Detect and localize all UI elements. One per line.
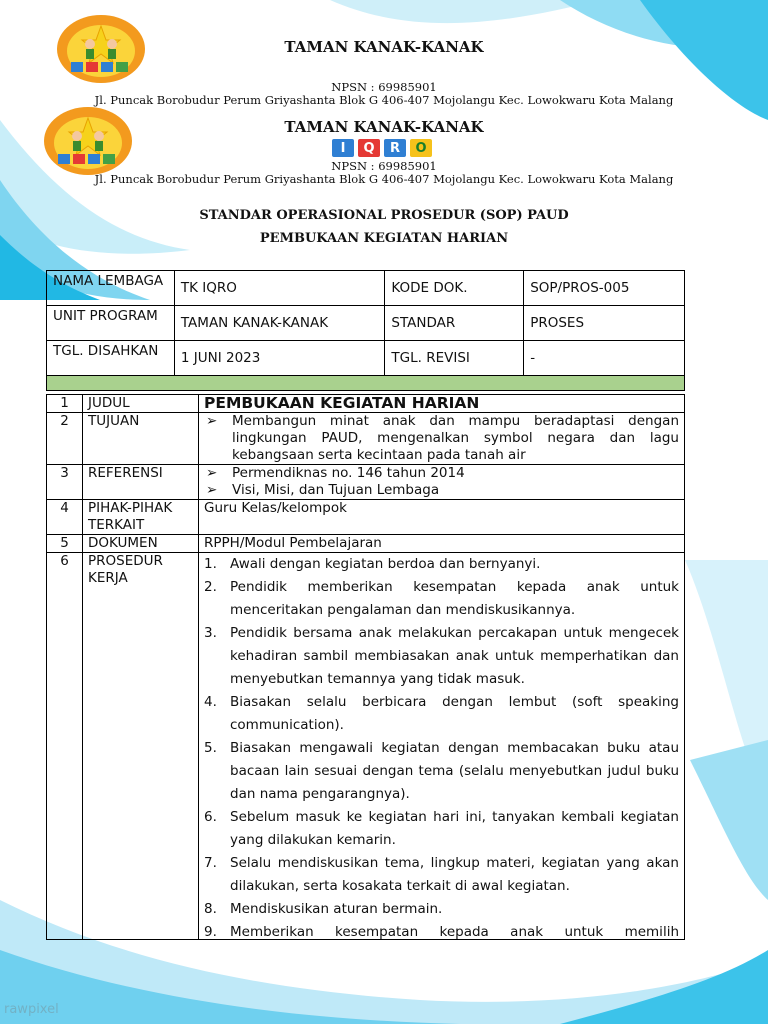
iqro-brand-letters bbox=[332, 139, 432, 159]
label-tgl-revisi: TGL. REVISI bbox=[385, 341, 524, 376]
brand-letter-r: R bbox=[384, 139, 406, 157]
procedure-step bbox=[204, 691, 679, 737]
row-number: 1 bbox=[47, 395, 83, 413]
info-row-program bbox=[47, 306, 685, 341]
separator-row bbox=[47, 376, 685, 391]
label-referensi: REFERENSI bbox=[83, 465, 199, 500]
value-tgl-revisi: - bbox=[524, 341, 685, 376]
green-separator bbox=[47, 376, 685, 391]
school-title-2: TAMAN KANAK-KANAK bbox=[284, 118, 484, 136]
npsn-1: NPSN : 69985901 bbox=[331, 80, 437, 94]
value-judul: PEMBUKAAN KEGIATAN HARIAN bbox=[199, 395, 685, 413]
step-text: Biasakan mengawali kegiatan dengan membacakan buku atau bacaan lain sesuai dengan tema (selalu menyebutkan judul buku dan nama pengarangnya). bbox=[230, 740, 679, 802]
row-tujuan bbox=[47, 413, 685, 465]
referensi-item bbox=[204, 482, 679, 499]
procedure-step bbox=[204, 622, 679, 691]
row-prosedur bbox=[47, 553, 685, 940]
step-text: Memberikan kesempatan kepada anak untuk memilih bbox=[230, 924, 679, 939]
bullet-arrow-icon: ➢ bbox=[206, 465, 218, 481]
procedure-steps bbox=[204, 553, 679, 939]
row-number: 5 bbox=[47, 535, 83, 553]
step-number: 7. bbox=[204, 855, 217, 871]
info-row-lembaga bbox=[47, 271, 685, 306]
label-kode-dok: KODE DOK. bbox=[385, 271, 524, 306]
value-tgl-disahkan: 1 JUNI 2023 bbox=[174, 341, 385, 376]
row-judul bbox=[47, 395, 685, 413]
value-prosedur-kerja bbox=[199, 553, 685, 940]
tujuan-text: Membangun minat anak dan mampu beradaptasi dengan lingkungan PAUD, mengenalkan symbol negara dan lagu kebangsaan serta kecintaan pada tanah air bbox=[232, 413, 679, 463]
npsn-2: NPSN : 69985901 bbox=[331, 159, 437, 173]
referensi-text: Visi, Misi, dan Tujuan Lembaga bbox=[232, 482, 440, 498]
procedure-step bbox=[204, 806, 679, 852]
label-tgl-disahkan: TGL. DISAHKAN bbox=[47, 341, 175, 376]
row-number: 6 bbox=[47, 553, 83, 940]
value-unit-program: TAMAN KANAK-KANAK bbox=[174, 306, 385, 341]
step-number: 4. bbox=[204, 694, 217, 710]
referensi-text: Permendiknas no. 146 tahun 2014 bbox=[232, 465, 465, 481]
step-text: Pendidik bersama anak melakukan percakapan untuk mengecek kehadiran sambil membiasakan anak untuk memperhatikan dan menyebutkan temannya yang tidak masuk. bbox=[230, 625, 679, 687]
procedure-step bbox=[204, 737, 679, 806]
address-1: Jl. Puncak Borobudur Perum Griyashanta Blok G 406-407 Mojolangu Kec. Lowokwaru Kota Malang bbox=[94, 93, 674, 107]
procedure-step bbox=[204, 921, 679, 939]
step-number: 1. bbox=[204, 556, 217, 572]
procedure-step bbox=[204, 898, 679, 921]
step-number: 9. bbox=[204, 924, 217, 939]
label-nama-lembaga: NAMA LEMBAGA bbox=[47, 271, 175, 306]
label-tujuan: TUJUAN bbox=[83, 413, 199, 465]
address-2: Jl. Puncak Borobudur Perum Griyashanta Blok G 406-407 Mojolangu Kec. Lowokwaru Kota Malang bbox=[94, 172, 674, 186]
info-row-tanggal bbox=[47, 341, 685, 376]
row-number: 2 bbox=[47, 413, 83, 465]
step-number: 6. bbox=[204, 809, 217, 825]
procedure-step bbox=[204, 576, 679, 622]
step-text: Biasakan selalu berbicara dengan lembut (soft speaking communication). bbox=[230, 694, 679, 733]
step-number: 3. bbox=[204, 625, 217, 641]
sop-subtitle: PEMBUKAAN KEGIATAN HARIAN bbox=[259, 231, 509, 246]
bullet-arrow-icon: ➢ bbox=[206, 482, 218, 498]
brand-letter-q: Q bbox=[358, 139, 380, 157]
step-text: Awali dengan kegiatan berdoa dan bernyanyi. bbox=[230, 556, 541, 572]
step-number: 5. bbox=[204, 740, 217, 756]
label-prosedur-kerja: PROSEDUR KERJA bbox=[83, 553, 199, 940]
step-number: 2. bbox=[204, 579, 217, 595]
procedure-table bbox=[46, 394, 685, 940]
tujuan-item bbox=[204, 413, 679, 464]
step-text: Selalu mendiskusikan tema, lingkup materi, kegiatan yang akan dilakukan, serta kosakata terkait di awal kegiatan. bbox=[230, 855, 679, 894]
step-text: Sebelum masuk ke kegiatan hari ini, tanyakan kembali kegiatan yang dilakukan kemarin. bbox=[230, 809, 679, 848]
row-number: 4 bbox=[47, 500, 83, 535]
value-dokumen: RPPH/Modul Pembelajaran bbox=[199, 535, 685, 553]
row-number: 3 bbox=[47, 465, 83, 500]
brand-letter-o: O bbox=[410, 139, 432, 157]
value-pihak-terkait: Guru Kelas/kelompok bbox=[199, 500, 685, 535]
step-number: 8. bbox=[204, 901, 217, 917]
row-pihak bbox=[47, 500, 685, 535]
step-text: Pendidik memberikan kesempatan kepada anak untuk menceritakan pengalaman dan mendiskusikannya. bbox=[230, 579, 679, 618]
referensi-item bbox=[204, 465, 679, 482]
watermark: rawpixel bbox=[4, 1002, 59, 1017]
brand-letter-i: I bbox=[332, 139, 354, 157]
label-standar: STANDAR bbox=[385, 306, 524, 341]
value-nama-lembaga: TK IQRO bbox=[174, 271, 385, 306]
school-title-1: TAMAN KANAK-KANAK bbox=[284, 38, 484, 56]
row-dokumen bbox=[47, 535, 685, 553]
document-info-table bbox=[46, 270, 685, 391]
sop-title: STANDAR OPERASIONAL PROSEDUR (SOP) PAUD bbox=[199, 208, 569, 223]
value-referensi bbox=[199, 465, 685, 500]
label-pihak-terkait: PIHAK-PIHAK TERKAIT bbox=[83, 500, 199, 535]
label-unit-program: UNIT PROGRAM bbox=[47, 306, 175, 341]
procedure-step bbox=[204, 553, 679, 576]
value-standar: PROSES bbox=[524, 306, 685, 341]
value-kode-dok: SOP/PROS-005 bbox=[524, 271, 685, 306]
step-text: Mendiskusikan aturan bermain. bbox=[230, 901, 443, 917]
value-tujuan bbox=[199, 413, 685, 465]
bullet-arrow-icon: ➢ bbox=[206, 413, 218, 429]
row-referensi bbox=[47, 465, 685, 500]
label-judul: JUDUL bbox=[83, 395, 199, 413]
label-dokumen: DOKUMEN bbox=[83, 535, 199, 553]
procedure-step bbox=[204, 852, 679, 898]
